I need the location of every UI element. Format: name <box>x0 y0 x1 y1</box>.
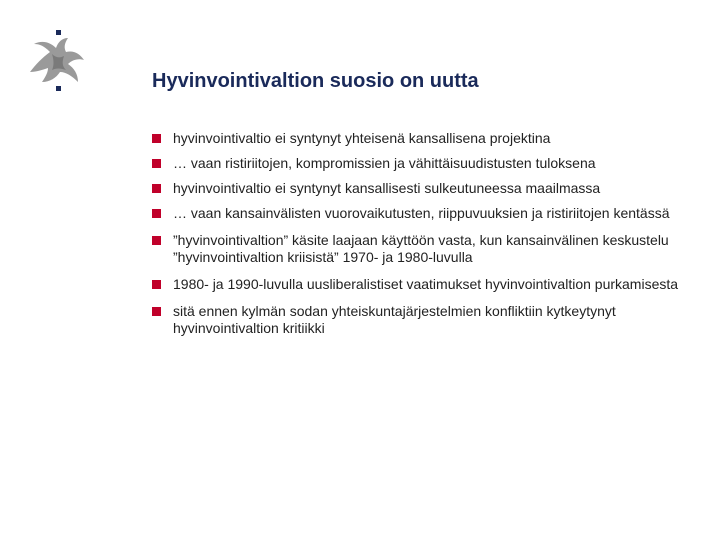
bullet-marker-icon <box>152 236 161 245</box>
bullet-text: … vaan kansainvälisten vuorovaikutusten, riippuvuuksien ja ristiriitojen kentässä <box>173 205 670 221</box>
slide-title: Hyvinvointivaltion suosio on uutta <box>152 70 479 92</box>
bullet-text: hyvinvointivaltio ei syntynyt kansallisesti sulkeutuneessa maailmassa <box>173 180 601 196</box>
university-emblem-icon <box>22 28 92 98</box>
bullet-list <box>152 130 692 337</box>
bullet-item <box>152 130 692 147</box>
bullet-item <box>152 232 692 266</box>
bullet-marker-icon <box>152 209 161 218</box>
bullet-marker-icon <box>152 184 161 193</box>
bullet-item <box>152 180 692 197</box>
bullet-marker-icon <box>152 307 161 316</box>
bullet-text: 1980- ja 1990-luvulla uusliberalistiset vaatimukset hyvinvointivaltion purkamisesta <box>173 276 679 292</box>
bullet-text: sitä ennen kylmän sodan yhteiskuntajärjestelmien konfliktiin kytkeytynyt hyvinvointivaltion kritiikki <box>173 303 616 336</box>
bullet-marker-icon <box>152 280 161 289</box>
bullet-text: hyvinvointivaltio ei syntynyt yhteisenä kansallisena projektina <box>173 130 551 146</box>
university-logo <box>22 28 92 98</box>
bullet-item <box>152 276 692 293</box>
bullet-text: ”hyvinvointivaltion” käsite laajaan käyttöön vasta, kun kansainvälinen keskustelu ”hyvinvointivaltion kriisistä” 1970- ja 1980-luvulla <box>173 232 669 265</box>
bullet-item <box>152 155 692 172</box>
bullet-marker-icon <box>152 134 161 143</box>
bullet-text: … vaan ristiriitojen, kompromissien ja vähittäisuudistusten tuloksena <box>173 155 596 171</box>
bullet-item <box>152 303 692 337</box>
bullet-item <box>152 205 692 222</box>
bullet-marker-icon <box>152 159 161 168</box>
